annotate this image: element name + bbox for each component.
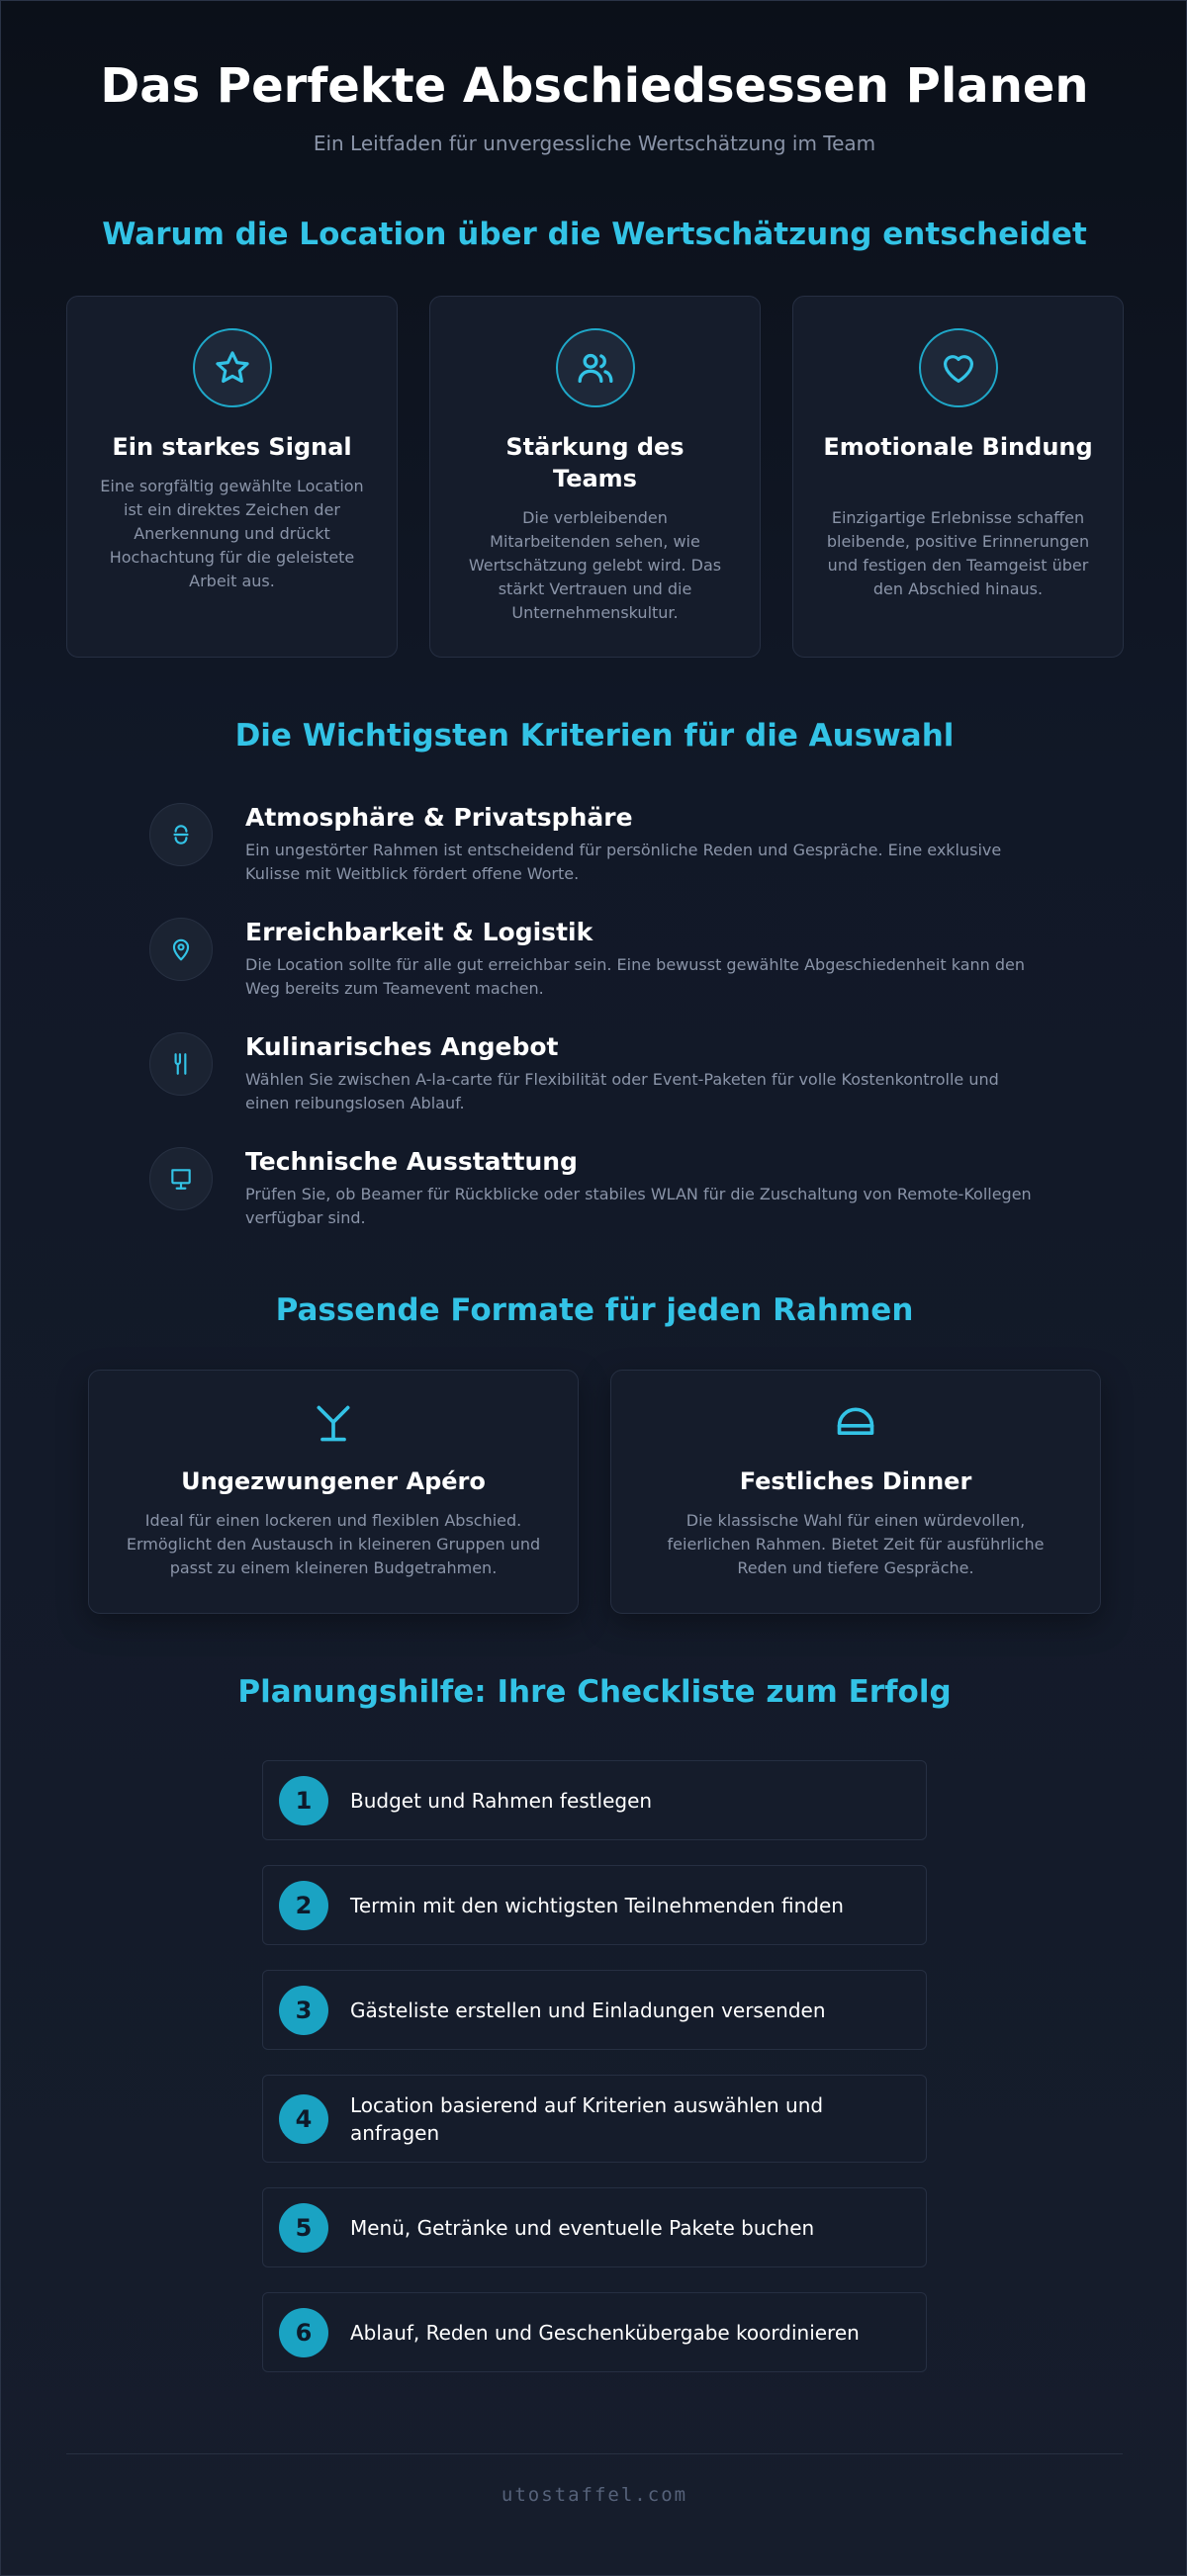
format-card-title: Festliches Dinner	[739, 1467, 972, 1495]
format-card-title: Ungezwungener Apéro	[181, 1467, 486, 1495]
users-icon	[556, 328, 635, 407]
formats-section-heading: Passende Formate für jeden Rahmen	[275, 1292, 914, 1328]
checklist-number-badge: 3	[279, 1986, 328, 2035]
page-title: Das Perfekte Abschiedsessen Planen	[100, 58, 1089, 114]
format-card-text: Die klassische Wahl für einen würdevollen, feierlichen Rahmen. Bietet Zeit für ausführliche Reden und tiefere Gespräche.	[667, 1511, 1045, 1577]
why-section-heading: Warum die Location über die Wertschätzung entscheidet	[102, 217, 1087, 252]
why-card-team	[429, 296, 761, 658]
criteria-title: Technische Ausstattung	[245, 1147, 578, 1176]
criteria-text: Ein ungestörter Rahmen ist entscheidend für persönliche Reden und Gespräche. Eine exklusive Kulisse mit Weitblick fördert offene Worte.	[245, 841, 1002, 883]
utensils-icon	[149, 1032, 213, 1096]
cloche-icon	[834, 1402, 877, 1450]
checklist-number-badge: 2	[279, 1881, 328, 1930]
criteria-text: Wählen Sie zwischen A-la-carte für Flexibilität oder Event-Paketen für volle Kostenkontrolle und einen reibungslosen Ablauf.	[245, 1070, 999, 1112]
criteria-text: Prüfen Sie, ob Beamer für Rückblicke oder stabiles WLAN für die Zuschaltung von Remote-Kollegen verfügbar sind.	[245, 1185, 1032, 1227]
format-card-apero	[88, 1370, 579, 1614]
criteria-item	[149, 803, 1040, 892]
checklist-item	[262, 2187, 927, 2267]
format-card-dinner	[610, 1370, 1101, 1614]
map-pin-icon	[149, 918, 213, 981]
criteria-title: Erreichbarkeit & Logistik	[245, 918, 594, 946]
checklist-text: Location basierend auf Kriterien auswählen und anfragen	[350, 2093, 824, 2145]
checklist-section-heading: Planungshilfe: Ihre Checkliste zum Erfolg	[237, 1674, 952, 1710]
criteria-section-heading: Die Wichtigsten Kriterien für die Auswahl	[234, 718, 955, 754]
privacy-icon	[149, 803, 213, 866]
checklist-item	[262, 1865, 927, 1945]
heart-icon	[919, 328, 998, 407]
checklist-text: Budget und Rahmen festlegen	[350, 1789, 653, 1813]
checklist-item	[262, 2075, 927, 2163]
checklist-text: Termin mit den wichtigsten Teilnehmenden finden	[350, 1894, 844, 1917]
why-card-title: Ein starkes Signal	[112, 433, 352, 461]
footer-divider	[66, 2453, 1123, 2454]
format-card-text: Ideal für einen lockeren und flexiblen Abschied. Ermöglicht den Austausch in kleineren Gruppen und passt zu einem kleineren Budgetrahmen.	[126, 1511, 541, 1577]
checklist-text: Gästeliste erstellen und Einladungen versenden	[350, 1999, 826, 2022]
criteria-title: Atmosphäre & Privatsphäre	[245, 803, 633, 832]
why-card-text: Die verbleibenden Mitarbeitenden sehen, wie Wertschätzung gelebt wird. Das stärkt Vertrauen und die Unternehmenskultur.	[468, 508, 722, 622]
why-card-text: Einzigartige Erlebnisse schaffen bleibende, positive Erinnerungen und festigen den Teamgeist über den Abschied hinaus.	[826, 508, 1090, 598]
checklist-item	[262, 1760, 927, 1840]
star-icon	[193, 328, 272, 407]
checklist-item	[262, 2292, 927, 2372]
criteria-title: Kulinarisches Angebot	[245, 1032, 559, 1061]
why-card-title: Emotionale Bindung	[823, 433, 1093, 461]
criteria-item	[149, 918, 1040, 1007]
criteria-item	[149, 1032, 1040, 1121]
footer-domain: utostaffel.com	[501, 2484, 688, 2506]
presentation-icon	[149, 1147, 213, 1210]
page-subtitle: Ein Leitfaden für unvergessliche Wertschätzung im Team	[313, 132, 876, 155]
checklist-text: Ablauf, Reden und Geschenkübergabe koordinieren	[350, 2321, 860, 2345]
checklist-number-badge: 1	[279, 1776, 328, 1825]
why-card-signal	[66, 296, 398, 658]
checklist-text: Menü, Getränke und eventuelle Pakete buchen	[350, 2216, 815, 2240]
why-card-title: Stärkung des Teams	[505, 433, 685, 492]
checklist-number-badge: 5	[279, 2203, 328, 2253]
criteria-text: Die Location sollte für alle gut erreichbar sein. Eine bewusst gewählte Abgeschiedenheit kann den Weg bereits zum Teamevent machen.	[245, 955, 1025, 998]
checklist-number-badge: 4	[279, 2094, 328, 2144]
why-card-emotion	[792, 296, 1124, 658]
checklist-number-badge: 6	[279, 2308, 328, 2357]
checklist-item	[262, 1970, 927, 2050]
criteria-item	[149, 1147, 1040, 1236]
cocktail-glass-icon	[312, 1402, 355, 1450]
why-card-text: Eine sorgfältig gewählte Location ist ein direktes Zeichen der Anerkennung und drückt Hochachtung für die geleistete Arbeit aus.	[100, 477, 364, 590]
